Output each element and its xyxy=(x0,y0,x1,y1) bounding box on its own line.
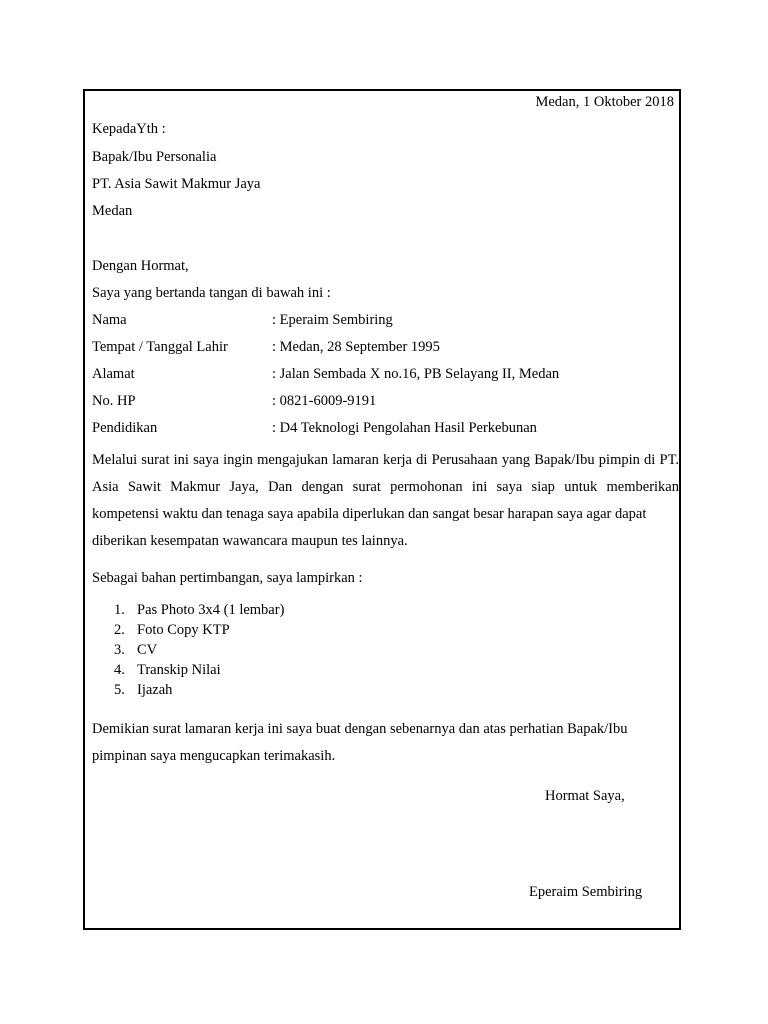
attachments-intro: Sebagai bahan pertimbangan, saya lampirkan : xyxy=(92,570,363,586)
recipient-line: PT. Asia Sawit Makmur Jaya xyxy=(92,176,261,192)
list-number: 2. xyxy=(114,622,125,638)
field-value: : 0821-6009-9191 xyxy=(272,393,377,409)
body-paragraph-text: Melalui surat ini saya ingin mengajukan lamaran kerja di Perusahaan yang Bapak/Ibu pimpin di PT. Asia Sawit Makmur Jaya, Dan dengan surat permohonan ini saya siap untuk memberikan kompetensi waktu dan tenaga saya apabila diperlukan dan sangat besar harapan saya agar dapat xyxy=(92,452,679,522)
field-label: Nama xyxy=(92,312,127,328)
list-item xyxy=(92,660,284,680)
letter-page xyxy=(83,89,681,930)
signature-name: Eperaim Sembiring xyxy=(529,884,643,900)
list-item xyxy=(92,600,284,620)
list-text: CV xyxy=(137,642,158,658)
greeting: Dengan Hormat, xyxy=(92,258,189,274)
list-item xyxy=(92,640,284,660)
recipient-line: Medan xyxy=(92,203,133,219)
field-label: Tempat / Tanggal Lahir xyxy=(92,339,228,355)
letter-date: Medan, 1 Oktober 2018 xyxy=(535,94,674,110)
list-text: Transkip Nilai xyxy=(137,662,221,678)
field-label: Alamat xyxy=(92,366,135,382)
list-number: 3. xyxy=(114,642,125,658)
closing-paragraph-text: Demikian surat lamaran kerja ini saya buat dengan sebenarnya dan atas perhatian Bapak/Ibu xyxy=(92,721,628,737)
list-number: 5. xyxy=(114,682,125,698)
field-label: No. HP xyxy=(92,393,136,409)
list-item xyxy=(92,680,284,700)
intro-line: Saya yang bertanda tangan di bawah ini : xyxy=(92,285,331,301)
list-number: 1. xyxy=(114,602,125,618)
list-text: Foto Copy KTP xyxy=(137,622,230,638)
body-paragraph-last-line: diberikan kesempatan wawancara maupun tes lainnya. xyxy=(92,533,408,549)
recipient-line: Bapak/Ibu Personalia xyxy=(92,149,217,165)
list-item xyxy=(92,620,284,640)
closing-paragraph-last-line: pimpinan saya mengucapkan terimakasih. xyxy=(92,748,336,764)
list-number: 4. xyxy=(114,662,125,678)
closing-salutation: Hormat Saya, xyxy=(545,788,625,804)
field-value: : Jalan Sembada X no.16, PB Selayang II, Medan xyxy=(272,366,560,382)
field-value: : D4 Teknologi Pengolahan Hasil Perkebunan xyxy=(272,420,537,436)
attachments-list xyxy=(92,600,284,700)
body-paragraph xyxy=(92,447,679,555)
field-value: : Eperaim Sembiring xyxy=(272,312,393,328)
list-text: Pas Photo 3x4 (1 lembar) xyxy=(137,602,285,618)
closing-paragraph xyxy=(92,716,679,770)
field-value: : Medan, 28 September 1995 xyxy=(272,339,440,355)
list-text: Ijazah xyxy=(137,682,173,698)
recipient-line: KepadaYth : xyxy=(92,121,166,137)
field-label: Pendidikan xyxy=(92,420,158,436)
